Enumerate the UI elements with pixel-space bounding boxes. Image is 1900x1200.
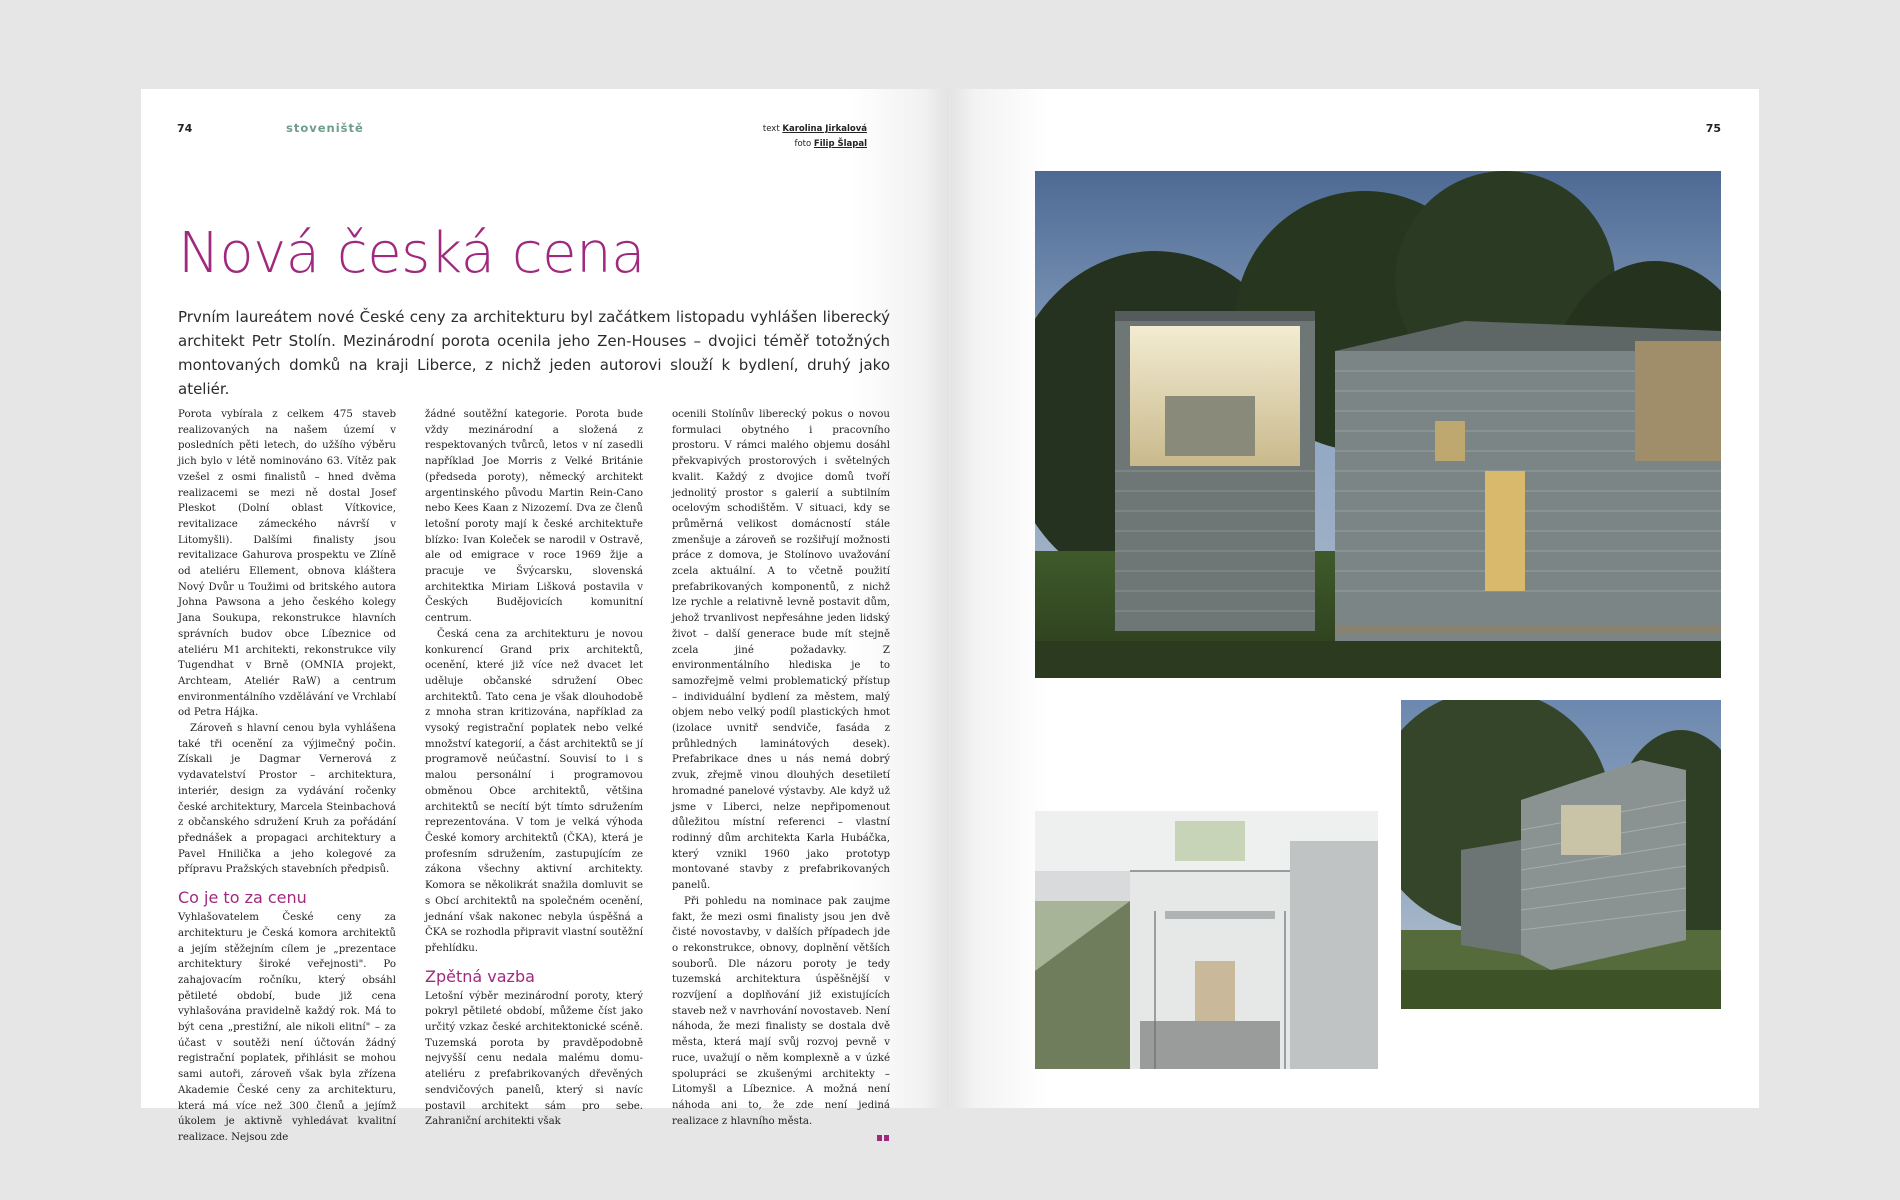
photo-houses-dusk-image xyxy=(1035,171,1721,678)
page-number-right: 75 xyxy=(1705,122,1721,135)
credit-text-author: Karolina Jirkalová xyxy=(782,124,867,134)
left-page xyxy=(141,89,949,1143)
photo-house-side xyxy=(1401,700,1721,1009)
column-1 xyxy=(178,407,396,1147)
credit-photo-author: Filip Šlapal xyxy=(813,139,867,149)
section-label: stoveniště xyxy=(286,121,364,135)
photo-houses-dusk xyxy=(1035,171,1721,678)
paragraph: Porota vybírala z celkem 475 staveb realizovaných na našem území v posledních pěti letech, do užšího výběru jich bylo v létě nominováno 63. Vítěz pak vzešel z osmi finalistů – hned dvěma realizacemi se mezi ně dostal Josef Pleskot (Dolní oblast Vítkovice, revitalizace zámeckého návrší v Litomyšli). Dalšími finalisty jsou revitalizace Gahurova prospektu ve Zlíně od ateliéru Ellement, obnova kláštera Nový Dvůr u Toužimi od britského autora Johna Pawsona a jeho českého kolegy Jana Soukupa, rekonstrukce hlavních správních budov obce Líbeznice od ateliéru M1 architekti, rekonstrukce vily Tugendhat v Brně (OMNIA projekt, Archteam, Ateliér RaW) a centrum environmentálního vzdělávání ve Vrchlabí od Petra Hájka. xyxy=(178,409,396,719)
photo-interior-image xyxy=(1035,811,1378,1069)
paragraph: Při pohledu na nominace pak zaujme fakt, že mezi osmi finalisty jsou jen dvě čisté novostavby, v dalších případech jde o rekonstrukce, obnovy, doplnění větších souborů. Dle názoru poroty je tedy tuzemská architektura úspěšnější v rozvíjení a doplňování již existujících staveb než v navrhování novostaveb. Není náhoda, že mezi finalisty se dostala dvě města, která mají svůj rozvoj pevně v ruce, uvažují o něm komplexně a v úzké spolupráci se zkušenými architekty – Litomyšl a Líbeznice. A možná není náhoda ani to, že zde není jediná realizace z hlavního města. xyxy=(672,895,890,1127)
paragraph: Česká cena za architekturu je novou konkurencí Grand prix architektů, ocenění, které již více než dvacet let uděluje občanské sdružení Obec architektů. Tato cena je však dlouhodobě z mnoha stran kritizována, například za vysoký registrační poplatek nebo velké množství kategorií, a část architektů se jí programově neúčastní. Souvisí to i s malou personální i programovou obměnou Obce architektů, většina architektů se necítí být tímto sdružením reprezentována. V tom je velká výhoda České komory architektů (ČKA), která je profesním sdružením, zastupujícím ze zákona všechny aktivní architekty. Komora se několikrát snažila domluvit se s Obcí architektů na společném ocenění, jednání však nakonec nebyla úspěšná a ČKA se rozhodla připravit vlastní soutěžní přehlídku. xyxy=(425,628,643,954)
end-mark-icon xyxy=(877,1135,890,1141)
body-columns xyxy=(178,407,890,1147)
page-number-left: 74 xyxy=(177,122,193,135)
column-3 xyxy=(672,407,890,1147)
credits xyxy=(763,122,867,152)
photo-interior xyxy=(1035,811,1378,1069)
paragraph: ocenili Stolínův liberecký pokus o novou formulaci obytného i pracovního prostoru. V rámci malého objemu dosáhl překvapivých prostorových i světelných kvalit. Každý z dvojice domů tvoří jednolitý prostor s galerií a subtilním ocelovým schodištěm. V situaci, kdy se průměrná velikost domácností stále zmenšuje a zároveň se rozšiřují možnosti práce z domova, je Stolínovo uvažování zcela aktuální. A to včetně použití prefabrikovaných komponentů, z nichž lze rychle a relativně levně postavit dům, jehož trvanlivost nepřesáhne jeden lidský život – další generace bude mít stejně zcela jiné požadavky. Z environmentálního hlediska je to samozřejmě velmi problematický přístup – individuální bydlení za městem, malý objem nebo velký podíl plastických hmot (izolace uvnitř sendviče, fasáda z průhledných laminátových desek). Prefabrikace dnes u nás nemá dobrý zvuk, zřejmě vinou dlouhých desetiletí hromadné panelové výstavby. Ale když už jsme v Liberci, nelze nepřipomenout důležitou místní referenci – vlastní rodinný dům architekta Karla Hubáčka, který vznikl 1960 jako prototyp montované stavby z prefabrikovaných panelů. xyxy=(672,409,890,892)
subheading-prize: Co je to za cenu xyxy=(178,888,307,908)
photo-house-side-image xyxy=(1401,700,1721,1009)
credit-text-label: text xyxy=(762,124,780,134)
credit-photo-label: foto xyxy=(794,139,812,149)
paragraph: Zároveň s hlavní cenou byla vyhlášena také tři ocenění za výjimečný počin. Získali je Dagmar Vernerová z vydavatelství Prostor – architektura, interiér, design za vydávání ročenky české architektury, Marcela Steinbachová z občanského sdružení Kruh za pořádání přednášek a propagaci architektury a Pavel Hnilička a jeho kolegové za přípravu Pražských stavebních předpisů. xyxy=(178,723,396,876)
right-page xyxy=(951,89,1759,1108)
article-title: Nová česká cena xyxy=(178,221,645,286)
subheading-feedback: Zpětná vazba xyxy=(425,966,535,986)
article-lead: Prvním laureátem nové České ceny za architekturu byl začátkem listopadu vyhlášen liberecký architekt Petr Stolín. Mezinárodní porota ocenila jeho Zen-Houses – dvojici téměř totožných montovaných domků na kraji Liberce, z nichž jeden autorovi slouží k bydlení, druhý jako ateliér. xyxy=(178,308,890,398)
paragraph: Vyhlašovatelem České ceny za architekturu je Česká komora architektů a jejím stěžejním cílem je „prezentace architektury široké veřejnosti". Po zahajovacím ročníku, který obsáhl pětileté období, bude již cena vyhlašována pravidelně každý rok. Má to být cena „prestižní, ale nikoli elitní" – za účast v soutěži není účtován žádný registrační poplatek, přihlásit se mohou sami autoři, zároveň však byla zřízena Akademie České ceny za architekturu, která má více než 300 členů a jejímž úkolem je aktivně vyhledávat kvalitní realizace. Nejsou zde xyxy=(178,912,396,1143)
paragraph: žádné soutěžní kategorie. Porota bude vždy mezinárodní a složená z respektovaných tvůrců, letos v ní zasedli například Joe Morris z Velké Británie (předseda poroty), německý architekt argentinského původu Martin Rein-Cano nebo Kees Kaan z Nizozemí. Dva ze členů letošní poroty mají k české architektuře blízko: Ivan Koleček se narodil v Ostravě, ale od emigrace v roce 1969 žije a pracuje ve Švýcarsku, slovenská architektka Miriam Lišková postavila v Českých Budějovicích komunitní centrum. xyxy=(425,409,643,625)
paragraph: Letošní výběr mezinárodní poroty, který pokryl pětileté období, můžeme číst jako určitý vzkaz české architektonické scéně. Tuzemská porota by pravděpodobně nejvyšší cenu nedala malému domu-ateliéru z prefabrikovaných dřevěných sendvičových panelů, který si navíc postavil architekt sám pro sebe. Zahraniční architekti však xyxy=(425,990,643,1128)
column-2 xyxy=(425,407,643,1147)
